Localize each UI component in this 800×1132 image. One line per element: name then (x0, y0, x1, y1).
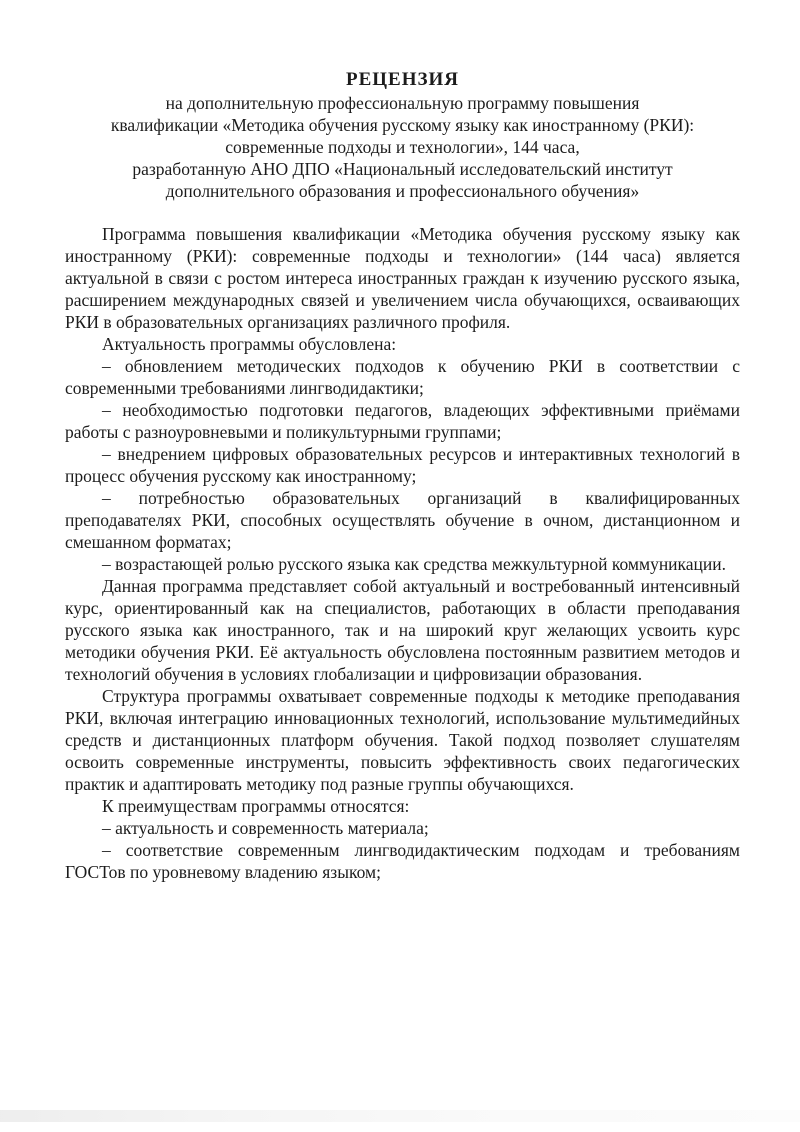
scan-edge-shadow (0, 1110, 800, 1122)
document-body (65, 223, 740, 883)
header-line: разработанную АНО ДПО «Национальный исследовательский институт (132, 159, 673, 179)
list-item-relevance: – внедрением цифровых образовательных ресурсов и интерактивных технологий в процесс обучения русскому как иностранному; (65, 444, 740, 486)
paragraph-relevance-heading: Актуальность программы обусловлена: (102, 334, 397, 354)
document-title: РЕЦЕНЗИЯ (345, 69, 460, 90)
header-line: квалификации «Методика обучения русскому языку как иностранному (РКИ): (110, 115, 695, 135)
list-item-advantage: – актуальность и современность материала; (102, 818, 429, 838)
list-item-relevance: – обновлением методических подходов к обучению РКИ в соответствии с современными требованиями лингводидактики; (65, 356, 740, 398)
paragraph-advantages-heading: К преимуществам программы относятся: (102, 796, 410, 816)
document-header (65, 92, 740, 202)
paragraph-intro: Программа повышения квалификации «Методика обучения русскому языку как иностранному (РКИ): современные подходы и технологии» (144 часа) является актуальной в связи с ростом интереса иностранных граждан к изучению русского языка, расширением международных связей и увеличением числа обучающихся, осваивающих РКИ в образовательных организациях различного профиля. (65, 224, 740, 332)
list-item-relevance: – потребностью образовательных организаций в квалифицированных преподавателях РКИ, способных осуществлять обучение в очном, дистанционном и смешанном форматах; (65, 488, 740, 552)
list-item-relevance: – возрастающей ролью русского языка как средства межкультурной коммуникации. (102, 554, 727, 574)
list-item-relevance: – необходимостью подготовки педагогов, владеющих эффективными приёмами работы с разноуровневыми и поликультурными группами; (65, 400, 740, 442)
header-line: дополнительного образования и профессионального обучения» (165, 181, 640, 201)
header-line: на дополнительную профессиональную программу повышения (165, 93, 640, 113)
list-item-advantage: – соответствие современным лингводидактическим подходам и требованиям ГОСТов по уровневому владению языком; (65, 840, 740, 882)
paragraph-structure: Структура программы охватывает современные подходы к методике преподавания РКИ, включая интеграцию инновационных технологий, использование мультимедийных средств и дистанционных платформ обучения. Такой подход позволяет слушателям освоить современные инструменты, повысить эффективность своих педагогических практик и адаптировать методику под разные группы обучающихся. (65, 686, 740, 794)
paragraph-course-description: Данная программа представляет собой актуальный и востребованный интенсивный курс, ориентированный как на специалистов, работающих в области преподавания русского языка как иностранного, так и на широкий круг желающих усвоить курс методики обучения РКИ. Её актуальность обусловлена постоянным развитием методов и технологий обучения в условиях глобализации и цифровизации образования. (65, 576, 740, 684)
header-line: современные подходы и технологии», 144 часа, (225, 137, 580, 157)
